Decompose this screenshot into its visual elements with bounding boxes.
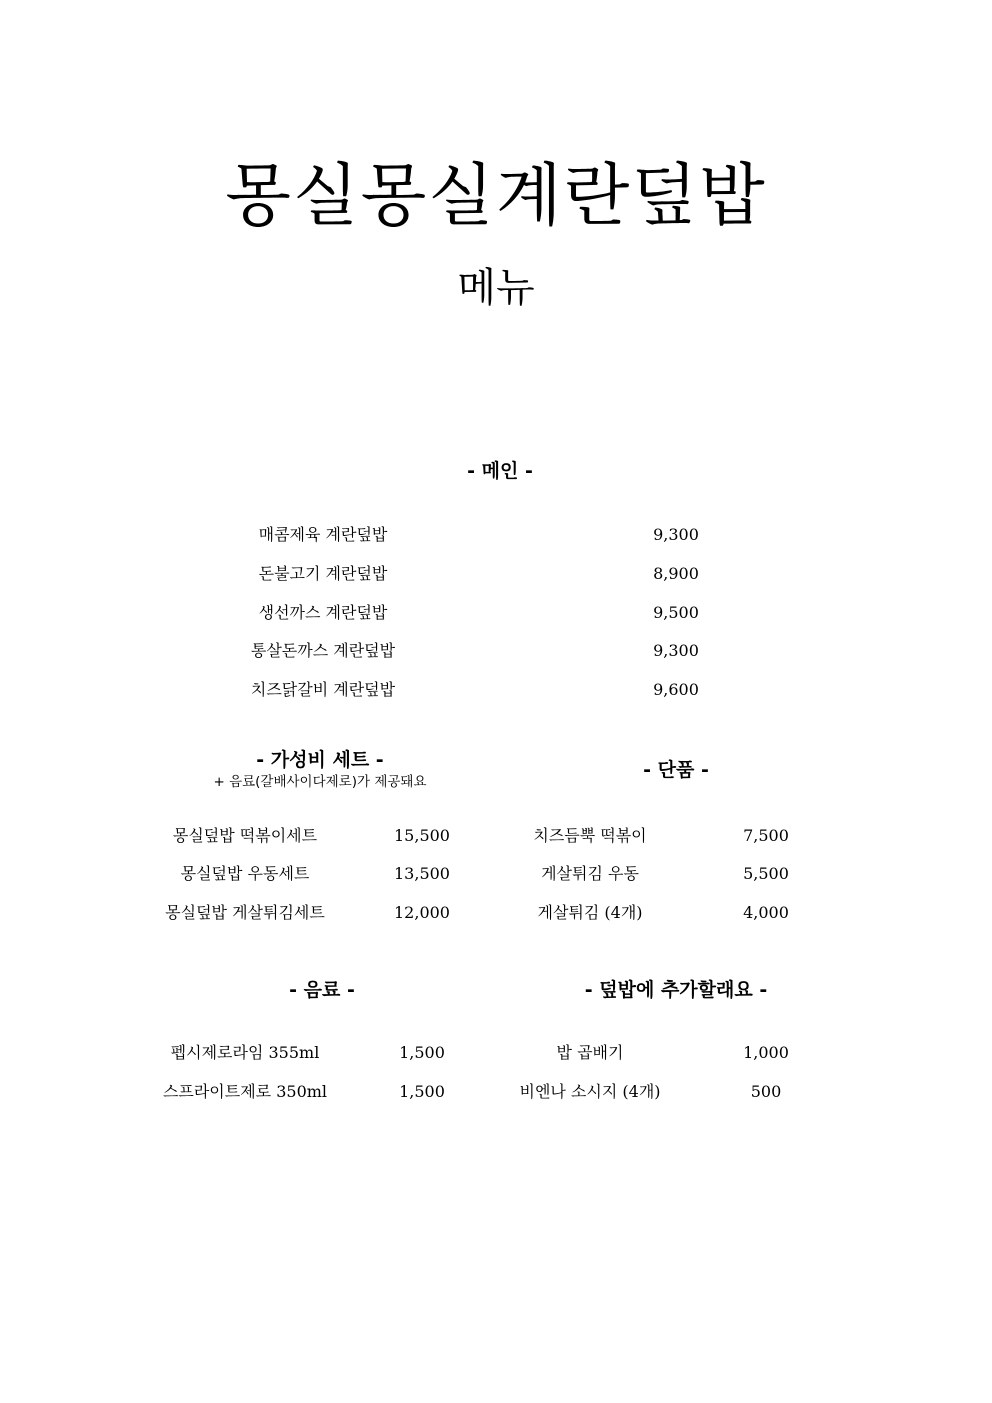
main-item-name: 치즈닭갈비 계란덮밥 [250,680,396,699]
main-item-price: 9,300 [653,525,699,544]
addon-item-name: 비엔나 소시지 (4개) [519,1082,661,1101]
single-item-name: 게살튀김 (4개) [537,903,643,922]
addon-item-price: 1,000 [743,1043,789,1062]
drink-item-price: 1,500 [399,1043,445,1062]
single-item-price: 7,500 [743,826,789,845]
set-item-name: 몽실덮밥 우동세트 [180,864,310,883]
section-heading-addons: - 덮밥에 추가할래요 - [584,979,768,1001]
section-heading-single: - 단품 - [643,759,709,781]
drink-item-price: 1,500 [399,1082,445,1101]
single-item-name: 치즈듬뿍 떡볶이 [533,826,647,845]
main-item-price: 9,300 [653,641,699,660]
set-item-price: 13,500 [394,864,450,883]
single-item-price: 5,500 [743,864,789,883]
set-item-name: 몽실덮밥 떡볶이세트 [172,826,318,845]
section-heading-main: - 메인 - [467,460,533,482]
section-heading-set: - 가성비 세트 - [256,749,384,771]
menu-title: 몽실몽실계란덮밥 [225,157,767,236]
addon-item-price: 500 [750,1082,782,1101]
addon-item-name: 밥 곱배기 [556,1043,624,1062]
single-item-price: 4,000 [743,903,789,922]
drink-item-name: 펩시제로라임 355ml [170,1043,320,1062]
set-item-price: 12,000 [394,903,450,922]
menu-subtitle: 메뉴 [457,265,535,311]
set-item-price: 15,500 [394,826,450,845]
main-item-price: 9,600 [653,680,699,699]
main-item-name: 통살돈까스 계란덮밥 [250,641,396,660]
single-item-name: 게살튀김 우동 [541,864,639,883]
main-item-name: 매콤제육 계란덮밥 [258,525,388,544]
set-note: + 음료(갈배사이다제로)가 제공돼요 [213,774,427,790]
main-item-price: 8,900 [653,564,699,583]
section-heading-drinks: - 음료 - [289,979,355,1001]
main-item-price: 9,500 [653,603,699,622]
main-item-name: 돈불고기 계란덮밥 [258,564,388,583]
drink-item-name: 스프라이트제로 350ml [162,1082,328,1101]
main-item-name: 생선까스 계란덮밥 [258,603,388,622]
set-item-name: 몽실덮밥 게살튀김세트 [165,903,325,922]
